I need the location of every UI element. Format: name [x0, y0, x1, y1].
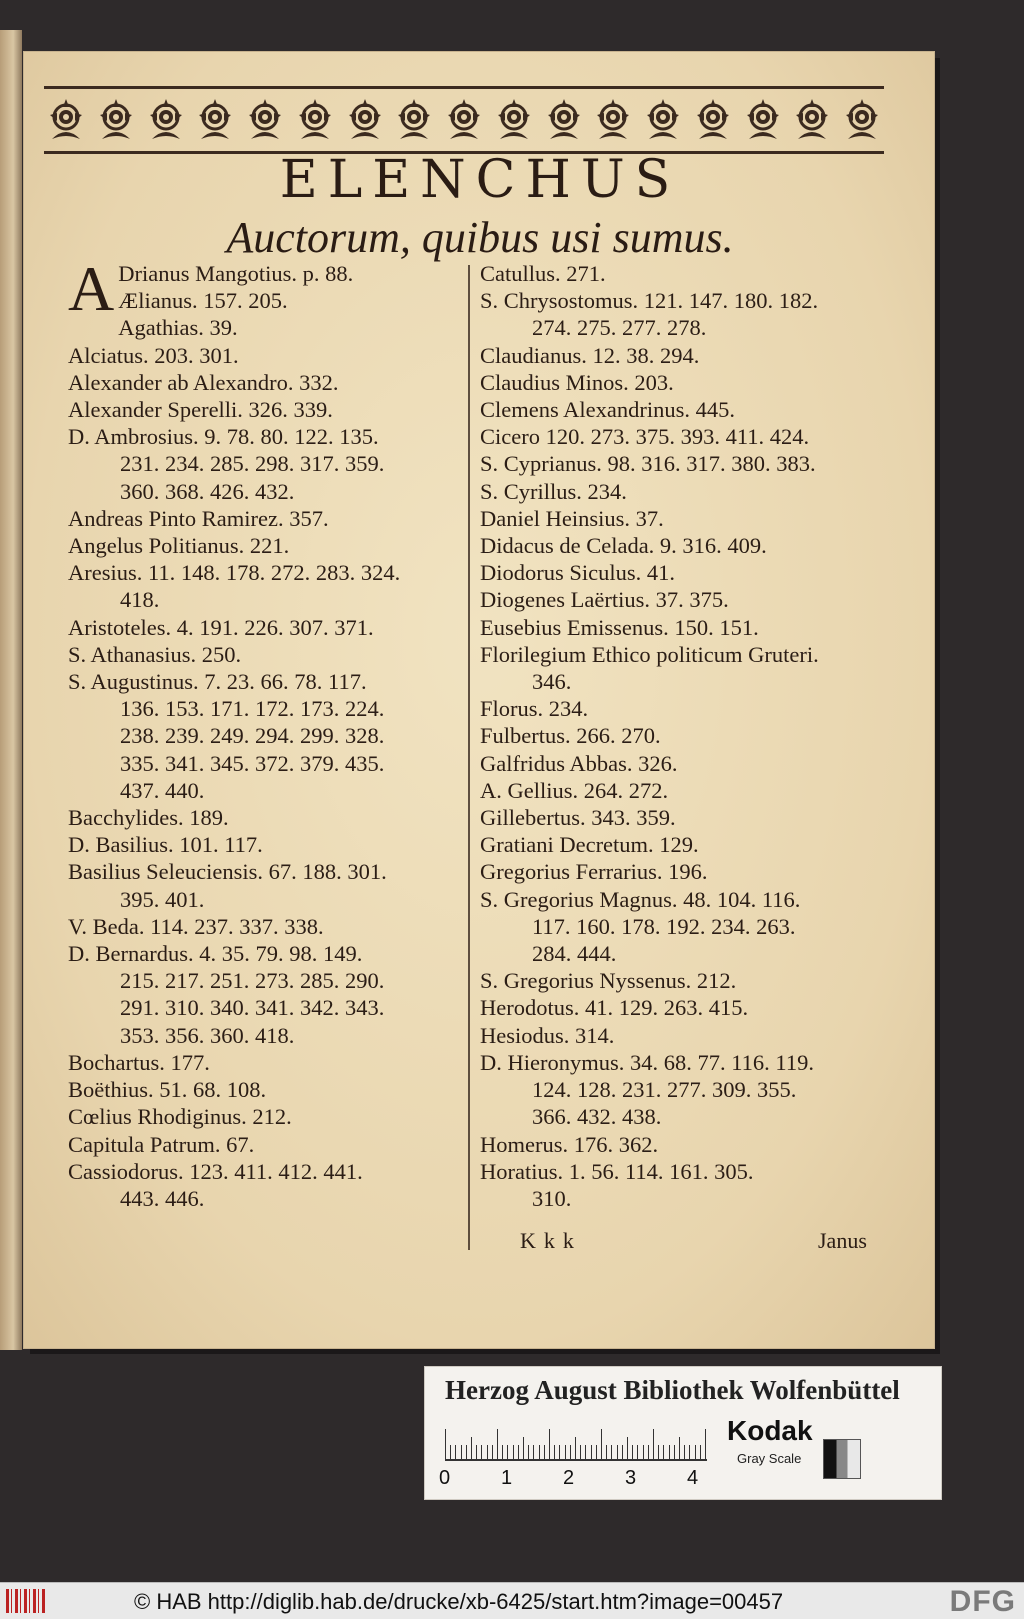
- ruler-tick: [450, 1445, 451, 1459]
- index-column-left: [68, 253, 463, 1212]
- index-entry: D. Basilius. 101. 117.: [68, 832, 263, 858]
- ruler-tick: [549, 1429, 550, 1459]
- index-entry: Bochartus. 177.: [68, 1049, 210, 1075]
- ruler-tick: [528, 1445, 529, 1459]
- index-entry-continuation: 346.: [532, 669, 572, 695]
- index-entry: Eusebius Emissenus. 150. 151.: [480, 614, 759, 640]
- index-column-right: [480, 260, 885, 1212]
- flower-ornament-icon: [591, 95, 635, 145]
- index-entry: Homerus. 176. 362.: [480, 1131, 659, 1157]
- index-entry: Herodotus. 41. 129. 263. 415.: [480, 995, 749, 1021]
- column-rule: [468, 265, 470, 1250]
- flower-ornament-icon: [243, 95, 287, 145]
- index-entry: Alexander Sperelli. 326. 339.: [68, 397, 333, 423]
- ruler-tick: [617, 1445, 618, 1459]
- index-entry: Florus. 234.: [480, 696, 589, 722]
- index-entry-continuation: 291. 310. 340. 341. 342. 343.: [120, 995, 385, 1021]
- ruler-tick: [570, 1445, 571, 1459]
- index-entry: V. Beda. 114. 237. 337. 338.: [68, 913, 324, 939]
- index-entry: Capitula Patrum. 67.: [68, 1131, 255, 1157]
- index-entry: A. Gellius. 264. 272.: [480, 777, 669, 803]
- index-entry-continuation: 310.: [532, 1185, 572, 1211]
- index-entry: Clemens Alexandrinus. 445.: [480, 397, 735, 423]
- index-entry-continuation: 366. 432. 438.: [532, 1104, 662, 1130]
- index-entry: S. Augustinus. 7. 23. 66. 78. 117.: [68, 669, 367, 695]
- index-entry: Ælianus. 157. 205.: [118, 288, 288, 314]
- ornament-band: [44, 86, 884, 154]
- flower-ornament-icon: [790, 95, 834, 145]
- dfg-logo: DFG: [949, 1585, 1016, 1618]
- flower-ornament-icon: [442, 95, 486, 145]
- ruler-tick: [695, 1445, 696, 1459]
- flower-ornament-icon: [193, 95, 237, 145]
- ruler-tick: [648, 1445, 649, 1459]
- ruler-tick: [611, 1445, 612, 1459]
- index-entry: Boëthius. 51. 68. 108.: [68, 1077, 267, 1103]
- signature-mark: Kkk: [520, 1228, 582, 1253]
- ruler-tick: [565, 1445, 566, 1459]
- index-entry-continuation: 395. 401.: [120, 886, 205, 912]
- ruler-tick: [455, 1445, 456, 1459]
- index-entry: Diogenes Laërtius. 37. 375.: [480, 587, 729, 613]
- catchword: Janus: [818, 1228, 867, 1253]
- ruler-tick: [544, 1445, 545, 1459]
- ruler-tick: [533, 1445, 534, 1459]
- ruler-tick: [596, 1445, 597, 1459]
- ruler-tick: [601, 1429, 602, 1459]
- index-entry-continuation: 136. 153. 171. 172. 173. 224.: [120, 696, 385, 722]
- drop-capital: A: [68, 253, 115, 324]
- index-entry: Angelus Politianus. 221.: [68, 533, 290, 559]
- gray-swatch-icon: [823, 1439, 861, 1479]
- index-entry: Gregorius Ferrarius. 196.: [480, 859, 708, 885]
- ruler-tick: [705, 1429, 706, 1459]
- index-entry-continuation: 238. 239. 249. 294. 299. 328.: [120, 723, 385, 749]
- index-entry: S. Gregorius Nyssenus. 212.: [480, 968, 737, 994]
- index-entry-continuation: 274. 275. 277. 278.: [532, 315, 707, 341]
- index-entry-continuation: 231. 234. 285. 298. 317. 359.: [120, 451, 385, 477]
- ruler-tick: [700, 1445, 701, 1459]
- index-entry: Galfridus Abbas. 326.: [480, 750, 678, 776]
- index-entry: Daniel Heinsius. 37.: [480, 505, 664, 531]
- ruler-tick: [539, 1445, 540, 1459]
- index-entry-first: [68, 253, 463, 324]
- index-entry: Alexander ab Alexandro. 332.: [68, 369, 339, 395]
- ruler-number: 1: [501, 1467, 513, 1489]
- index-entry: S. Chrysostomus. 121. 147. 180. 182.: [480, 288, 819, 314]
- ruler-tick: [471, 1437, 472, 1459]
- flower-ornament-icon: [94, 95, 138, 145]
- ruler-tick: [585, 1445, 586, 1459]
- gray-scale-label: Gray Scale: [737, 1451, 802, 1466]
- ruler-tick: [476, 1445, 477, 1459]
- index-entry: D. Hieronymus. 34. 68. 77. 116. 119.: [480, 1049, 814, 1075]
- index-entry: Drianus Mangotius. p. 88.: [118, 261, 354, 286]
- ruler-tick: [554, 1445, 555, 1459]
- index-entry: Agathias. 39.: [118, 315, 238, 341]
- ruler-tick: [507, 1445, 508, 1459]
- ruler-tick: [481, 1445, 482, 1459]
- ruler-tick: [575, 1437, 576, 1459]
- index-entry: S. Cyrillus. 234.: [480, 478, 627, 504]
- ruler-tick: [445, 1429, 446, 1459]
- ruler-number: 2: [563, 1467, 575, 1489]
- ruler-tick: [689, 1445, 690, 1459]
- ruler-tick: [669, 1445, 670, 1459]
- index-entry: Cicero 120. 273. 375. 393. 411. 424.: [480, 424, 810, 450]
- ruler-tick: [674, 1445, 675, 1459]
- ruler-tick: [487, 1445, 488, 1459]
- flower-ornament-icon: [741, 95, 785, 145]
- ruler-number: 0: [439, 1467, 451, 1489]
- index-entry: Gratiani Decretum. 129.: [480, 832, 699, 858]
- ruler-tick: [513, 1445, 514, 1459]
- ruler-tick: [658, 1445, 659, 1459]
- flower-ornament-icon: [542, 95, 586, 145]
- page-title: ELENCHUS: [279, 150, 681, 210]
- flower-ornament-icon: [44, 95, 88, 145]
- flower-ornament-icon: [392, 95, 436, 145]
- index-entry-continuation: 215. 217. 251. 273. 285. 290.: [120, 968, 385, 994]
- index-entry: S. Gregorius Magnus. 48. 104. 116.: [480, 886, 801, 912]
- ruler-tick: [679, 1437, 680, 1459]
- index-entry: Fulbertus. 266. 270.: [480, 723, 661, 749]
- ruler-tick: [627, 1437, 628, 1459]
- index-entry-continuation: 443. 446.: [120, 1185, 205, 1211]
- kodak-brand: Kodak: [727, 1415, 813, 1446]
- index-entry: Horatius. 1. 56. 114. 161. 305.: [480, 1158, 754, 1184]
- ruler-tick: [663, 1445, 664, 1459]
- ruler-tick: [622, 1445, 623, 1459]
- ruler-tick: [684, 1445, 685, 1459]
- index-entry: D. Ambrosius. 9. 78. 80. 122. 135.: [68, 424, 379, 450]
- ruler-tick: [497, 1429, 498, 1459]
- index-entry: Bacchylides. 189.: [68, 805, 229, 831]
- flower-ornament-icon: [691, 95, 735, 145]
- ruler-tick: [466, 1445, 467, 1459]
- index-entry: D. Bernardus. 4. 35. 79. 98. 149.: [68, 941, 363, 967]
- flower-ornament-icon: [840, 95, 884, 145]
- index-entry: Alciatus. 203. 301.: [68, 342, 239, 368]
- ruler-tick: [523, 1437, 524, 1459]
- ruler-tick: [559, 1445, 560, 1459]
- ruler-tick: [461, 1445, 462, 1459]
- flower-ornament-icon: [343, 95, 387, 145]
- index-entry: S. Athanasius. 250.: [68, 641, 242, 667]
- index-entry: Basilius Seleuciensis. 67. 188. 301.: [68, 859, 387, 885]
- index-entry: Gillebertus. 343. 359.: [480, 805, 676, 831]
- ruler-tick: [502, 1445, 503, 1459]
- copyright-link[interactable]: © HAB http://diglib.hab.de/drucke/xb-6425/start.htm?image=00457: [134, 1589, 784, 1614]
- ruler-tick: [606, 1445, 607, 1459]
- index-entry: Andreas Pinto Ramirez. 357.: [68, 505, 329, 531]
- index-entry-continuation: 353. 356. 360. 418.: [120, 1022, 295, 1048]
- flower-ornament-icon: [293, 95, 337, 145]
- ruler-number: 3: [625, 1467, 637, 1489]
- index-entry-continuation: 437. 440.: [120, 777, 205, 803]
- index-entry-continuation: 418.: [120, 587, 160, 613]
- index-entry-continuation: 335. 341. 345. 372. 379. 435.: [120, 750, 385, 776]
- ruler-tick: [518, 1445, 519, 1459]
- flower-ornament-icon: [641, 95, 685, 145]
- index-entry: Diodorus Siculus. 41.: [480, 560, 676, 586]
- page-subtitle: Auctorum, quibus usi sumus.: [226, 213, 734, 262]
- ruler-tick: [653, 1429, 654, 1459]
- index-entry: Aristoteles. 4. 191. 226. 307. 371.: [68, 614, 374, 640]
- index-entry-continuation: 360. 368. 426. 432.: [120, 478, 295, 504]
- index-entry: Catullus. 271.: [480, 261, 606, 286]
- library-label-card: [424, 1366, 942, 1500]
- index-entry-continuation: 124. 128. 231. 277. 309. 355.: [532, 1077, 797, 1103]
- index-entry: Claudianus. 12. 38. 294.: [480, 342, 700, 368]
- flower-ornament-icon: [144, 95, 188, 145]
- ruler-tick: [492, 1445, 493, 1459]
- index-entry-continuation: 284. 444.: [532, 941, 617, 967]
- index-entry-continuation: 117. 160. 178. 192. 234. 263.: [532, 913, 796, 939]
- ruler-tick: [643, 1445, 644, 1459]
- index-entry: S. Cyprianus. 98. 316. 317. 380. 383.: [480, 451, 816, 477]
- ruler-number: 4: [687, 1467, 699, 1489]
- ruler-tick: [637, 1445, 638, 1459]
- ruler-tick: [580, 1445, 581, 1459]
- ruler-scale: [445, 1425, 707, 1461]
- flower-ornament-icon: [492, 95, 536, 145]
- index-entry: Florilegium Ethico politicum Gruteri.: [480, 641, 819, 667]
- hab-barcode-icon: [6, 1589, 46, 1613]
- index-entry: Hesiodus. 314.: [480, 1022, 615, 1048]
- library-name: Herzog August Bibliothek Wolfenbüttel: [445, 1375, 900, 1405]
- index-entry: Cœlius Rhodiginus. 212.: [68, 1104, 292, 1130]
- index-entry: Cassiodorus. 123. 411. 412. 441.: [68, 1158, 363, 1184]
- ruler-tick: [632, 1445, 633, 1459]
- ruler-tick: [591, 1445, 592, 1459]
- index-entry: Aresius. 11. 148. 178. 272. 283. 324.: [68, 560, 401, 586]
- index-entry: Didacus de Celada. 9. 316. 409.: [480, 533, 767, 559]
- index-entry: Claudius Minos. 203.: [480, 369, 674, 395]
- viewer-footer-bar: [0, 1582, 1024, 1619]
